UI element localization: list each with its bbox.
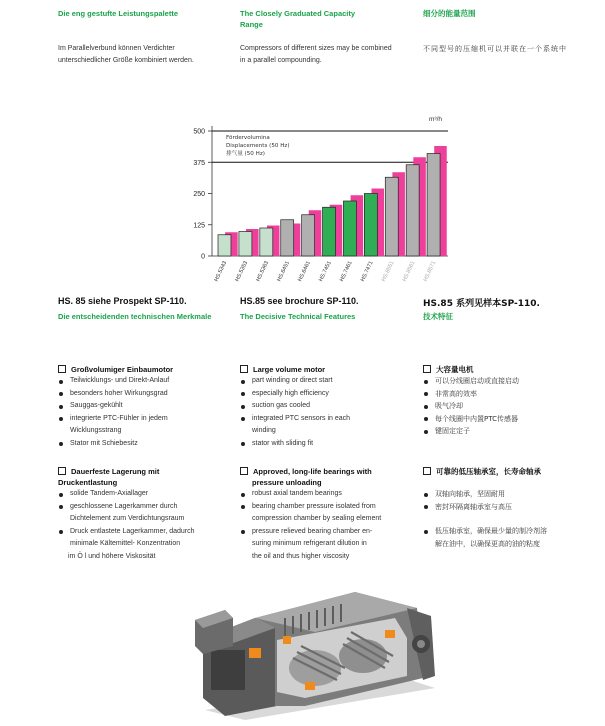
checkbox-icon <box>58 467 66 475</box>
list-item-continuation: minimale Kältemittel- Konzentration <box>70 540 181 547</box>
list-item-continuation: im Ö l und höhere Viskosität <box>68 552 156 560</box>
bar-primary <box>281 220 294 256</box>
bar-primary <box>239 232 252 257</box>
y-axis-unit: m³/h <box>429 116 442 123</box>
checkbox-icon <box>240 467 248 475</box>
bar-primary <box>385 177 398 256</box>
x-tick-label: HS.8571 <box>422 260 438 283</box>
bar-primary <box>343 201 356 256</box>
list-item: 吸气冷却 <box>423 400 598 413</box>
y-tick-label: 0 <box>201 253 205 261</box>
de-section-title: Die eng gestufte Leistungspalette <box>58 9 179 18</box>
list-item: 密封环隔离轴承室与高压 <box>423 501 598 514</box>
y-tick-label: 500 <box>193 128 205 136</box>
en-intro-text: Compressors of different sizes may be combined in a parallel compounding. <box>240 45 392 64</box>
list-item: robust axial tandem bearings <box>240 488 420 501</box>
annotation-line: Fördervolumina <box>226 135 270 141</box>
x-tick-label: HS.5363 <box>255 260 271 283</box>
checkbox-icon <box>58 365 66 373</box>
bar-primary <box>364 194 377 257</box>
en-bearings-title-line2: pressure unloading <box>252 478 322 487</box>
de-bearings-title: Dauerfeste Lagerung mit <box>71 467 160 476</box>
list-item: besonders hoher Wirkungsgrad <box>58 388 233 401</box>
zh-section-title: 细分的能量范围 <box>423 9 476 18</box>
list-item: 键固定定子 <box>423 425 598 438</box>
list-item-continuation: 解在油中，以确保更高的油的粘度 <box>435 539 540 548</box>
checkbox-icon <box>423 467 431 475</box>
en-motor-title: Large volume motor <box>253 365 326 374</box>
bar-primary <box>323 207 336 256</box>
de-brochure-reference: HS. 85 siehe Prospekt SP-110. <box>58 296 187 306</box>
zh-motor-section <box>423 364 598 438</box>
zh-bearings-section <box>423 466 598 550</box>
de-bearings-title-line2: Druckentlastung <box>58 478 118 487</box>
bar-primary <box>427 154 440 257</box>
list-item: integrierte PTC-Fühler in jedem <box>58 413 233 426</box>
list-item: stator with sliding fit <box>240 438 415 451</box>
list-item: 可以分线圈启动或直接启动 <box>423 375 598 388</box>
x-tick-label: HS.6461 <box>297 260 312 283</box>
list-item: Sauggas-gekühlt <box>58 400 233 413</box>
en-bearings-title: Approved, long-life bearings with <box>253 467 372 476</box>
compressor-cutaway-illustration <box>185 588 445 722</box>
list-item: part winding or direct start <box>240 375 415 388</box>
list-item-continuation: Dichtelement zum Verdichtungsraum <box>70 515 185 522</box>
en-features-title: The Decisive Technical Features <box>240 312 356 321</box>
zh-intro-text: 不同型号的压缩机可以并联在一个系统中 <box>423 45 567 53</box>
y-tick-label: 125 <box>193 222 205 230</box>
list-item: solide Tandem-Axiallager <box>58 488 238 501</box>
list-item: 低压轴承室，确保最少量的制冷剂溶 <box>423 525 598 538</box>
en-bearings-section <box>240 466 420 563</box>
checkbox-icon <box>423 365 431 373</box>
x-tick-label: HS.6451 <box>276 260 292 283</box>
de-intro-text: Im Parallelverbund können Verdichter unterschiedlicher Größe kombiniert werden. <box>58 45 194 64</box>
list-item: Teilwicklungs- und Direkt-Anlauf <box>58 375 233 388</box>
list-item: 非常高的效率 <box>423 388 598 401</box>
chart-annotation <box>226 135 290 157</box>
list-item: Stator mit Schiebesitz <box>58 438 233 451</box>
bar-primary <box>218 235 231 256</box>
list-item: bearing chamber pressure isolated from <box>240 501 420 514</box>
list-item-continuation: compression chamber by sealing element <box>252 515 382 522</box>
x-tick-label: HS.8561 <box>401 260 417 283</box>
annotation-line: Displacements (50 Hz) <box>226 143 290 149</box>
list-item-continuation: suring minimum refrigerant dilution in <box>252 540 367 547</box>
y-tick-label: 250 <box>193 191 205 198</box>
list-item: especially high efficiency <box>240 388 415 401</box>
de-motor-title: Großvolumiger Einbaumotor <box>71 365 174 374</box>
x-tick-label: HS.7451 <box>318 260 333 283</box>
list-item-continuation: the oil and thus higher viscosity <box>252 552 350 560</box>
checkbox-icon <box>240 365 248 373</box>
list-item: 双轴向轴承，坚固耐用 <box>423 488 598 501</box>
x-tick-label: HS.7471 <box>360 260 375 283</box>
de-bearings-section <box>58 466 238 563</box>
en-section-title: The Closely Graduated Capacity Range <box>240 9 356 29</box>
list-item: geschlossene Lagerkammer durch <box>58 501 238 514</box>
x-tick-labels <box>214 260 438 282</box>
de-features-title: Die entscheidenden technischen Merkmale <box>58 312 212 321</box>
zh-bearings-title: 可靠的低压轴承室，长寿命轴承 <box>436 467 541 476</box>
x-tick-label: HS.7461 <box>339 260 354 283</box>
bar-primary <box>302 215 315 256</box>
list-item-continuation: winding <box>252 427 276 434</box>
zh-features-title: 技术特征 <box>423 312 453 321</box>
zh-brochure-reference: HS.85 系列见样本SP-110. <box>423 299 540 309</box>
displacement-chart <box>170 108 460 300</box>
annotation-line: 排气量 (50 Hz) <box>226 151 265 157</box>
list-item-continuation: Wicklungsstrang <box>70 427 122 434</box>
en-motor-section <box>240 364 415 450</box>
list-item: pressure relieved bearing chamber en- <box>240 526 420 539</box>
x-tick-label: HS.5343 <box>213 260 229 283</box>
list-item: 每个线圈中内置PTC传感器 <box>423 413 598 426</box>
list-item: integrated PTC sensors in each <box>240 413 415 426</box>
de-motor-section <box>58 364 233 450</box>
bar-primary <box>260 228 273 256</box>
zh-motor-title: 大容量电机 <box>436 365 474 374</box>
x-tick-label: HS.5353 <box>234 260 250 283</box>
bar-primary <box>406 165 419 256</box>
y-tick-label: 375 <box>193 159 205 167</box>
list-item: suction gas cooled <box>240 400 415 413</box>
x-tick-label: HS.8551 <box>380 260 396 283</box>
en-brochure-reference: HS.85 see brochure SP-110. <box>240 296 359 306</box>
list-item: Druck entlastete Lagerkammer, dadurch <box>58 526 238 539</box>
